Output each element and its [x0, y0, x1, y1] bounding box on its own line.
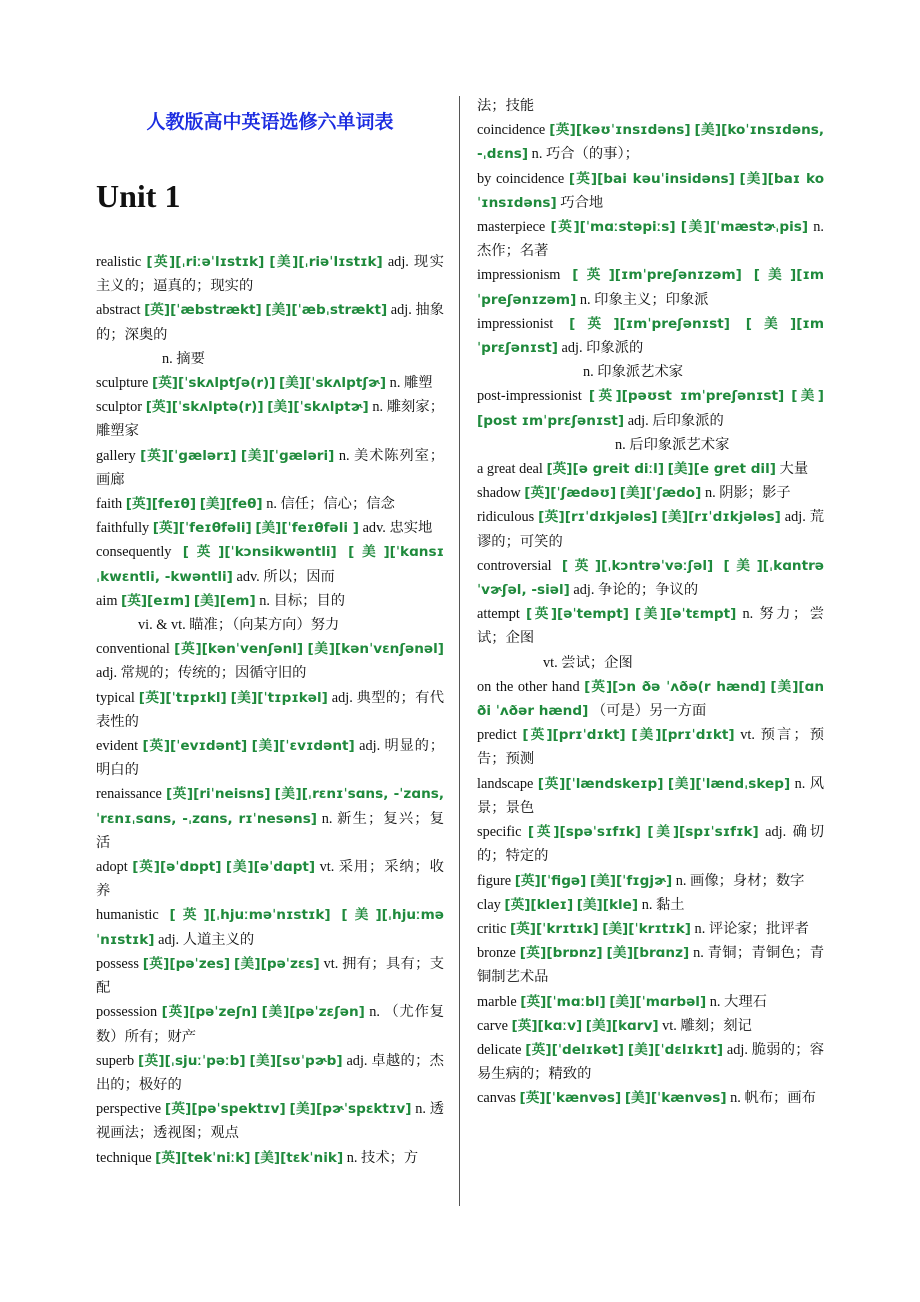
vocab-entry	[96, 903, 444, 951]
vocab-entry	[96, 371, 444, 395]
phonetic-uk: [英][ˈfeɪθfəli]	[152, 520, 252, 537]
vocab-entry	[96, 589, 444, 613]
phonetic-us: [美][tɛkˈnik]	[254, 1149, 344, 1166]
entry-word: humanistic	[96, 907, 159, 924]
phonetic-uk: [英][ə greit diːl]	[546, 461, 665, 478]
entry-definition: vt. 拥有；具有；支配	[96, 955, 445, 997]
phonetic-uk: [英][ɪmˈpreʃənɪst]	[569, 315, 730, 332]
phonetic-uk: [英][bai kəuˈinsidəns]	[568, 170, 735, 187]
entry-word: typical	[96, 689, 135, 706]
phonetic-uk: [英][əˈdɒpt]	[132, 859, 222, 876]
phonetic-uk: [英][ˌhjuːməˈnɪstɪk]	[169, 907, 331, 924]
phonetic-us: [美][ˈgæləri]	[240, 447, 335, 464]
entry-word: renaissance	[96, 786, 162, 803]
phonetic-us: [美][rɪˈdɪkjələs]	[661, 509, 781, 526]
phonetic-us: [美][ˈkɑnsɪˌkwɛntli, -kwəntli]	[96, 544, 444, 585]
phonetic-uk: [英][eɪm]	[121, 592, 191, 609]
entry-word: predict	[477, 727, 517, 744]
phonetic-us: [美][ˈdɛlɪkɪt]	[627, 1041, 724, 1058]
entry-definition: adj. 后印象派的	[627, 412, 724, 429]
phonetic-us: [美][e gret dil]	[667, 461, 776, 478]
phonetic-us: [美][ˈʃædo]	[619, 485, 702, 502]
entry-word: delicate	[477, 1041, 522, 1058]
phonetic-us: [美][ˌhjuːməˈnɪstɪk]	[96, 907, 445, 948]
phonetic-us: [美][ˌriəˈlɪstɪk]	[269, 254, 383, 270]
vocab-entry	[477, 869, 824, 893]
phonetic-us: [美][əˈdɑpt]	[225, 859, 316, 876]
entry-definition: n. 风景；景色	[477, 775, 825, 816]
entry-word: post-impressionist	[477, 388, 582, 405]
entry-definition: 巧合地	[560, 194, 604, 211]
vocab-entry	[477, 602, 824, 650]
left-column	[96, 98, 444, 1170]
phonetic-uk: [英][feɪθ]	[125, 496, 197, 513]
vocab-entry	[477, 917, 824, 941]
entry-definition: n. 评论家；批评者	[694, 920, 809, 937]
entry-word: adopt	[96, 859, 128, 876]
phonetic-uk: [英][ɪmˈpreʃənɪzəm]	[572, 267, 742, 284]
entry-word: a great deal	[477, 461, 543, 478]
entry-word: possess	[96, 955, 139, 972]
entry-word: gallery	[96, 447, 136, 464]
entry-word: impressionism	[477, 267, 561, 284]
entry-definition: adj. 人道主义的	[158, 931, 255, 948]
phonetic-uk: [英][ˈmɑːstəpiːs]	[550, 219, 676, 236]
phonetic-uk: [英][spəˈsɪfɪk]	[527, 824, 642, 841]
phonetic-us: [美][post ɪmˈprɛʃənɪst]	[477, 388, 825, 429]
vocab-entry	[96, 782, 444, 855]
vocab-entry	[477, 167, 824, 215]
entry-word: clay	[477, 896, 501, 913]
phonetic-us: [美][ˈæbˌstrækt]	[265, 302, 388, 319]
phonetic-uk: [英][rɪˈdɪkjələs]	[538, 509, 658, 526]
vocab-entry	[477, 215, 824, 263]
document-title: 人教版高中英语选修六单词表	[146, 111, 394, 133]
vocab-entry	[477, 941, 824, 989]
vocab-entry	[477, 505, 824, 553]
entry-word: aim	[96, 592, 118, 609]
phonetic-us: [美][ˈfeɪθfəli ]	[255, 520, 359, 537]
phonetic-uk: [英][kənˈvenʃənl]	[174, 641, 304, 658]
entry-definition: n. 巧合（的事）；	[531, 146, 639, 163]
phonetic-uk: [英][ˈtɪpɪkl]	[138, 689, 227, 706]
right-column	[477, 94, 824, 1111]
vocab-entry	[477, 457, 824, 481]
phonetic-uk: [英][pəˈzes]	[142, 955, 231, 972]
phonetic-us: [美][ɑn ði ˈʌðər hænd]	[477, 678, 825, 720]
entry-definition: n. 杰作；名著	[477, 219, 825, 260]
column-divider	[459, 96, 460, 1206]
entry-word: marble	[477, 993, 517, 1010]
entry-definition: n. 目标；目的	[259, 592, 346, 609]
phonetic-us: [美][kɑrv]	[585, 1017, 659, 1034]
entry-definition: adv. 忠实地	[362, 520, 433, 537]
phonetic-uk: [英][ˈskʌlptə(r)]	[145, 399, 264, 416]
entry-word: evident	[96, 738, 139, 755]
entry-definition: n. 帆布；画布	[730, 1090, 816, 1107]
entry-word: attempt	[477, 606, 520, 623]
entry-word: on the other hand	[477, 678, 580, 695]
vocab-entry	[96, 492, 444, 516]
phonetic-uk: [英][prɪˈdɪkt]	[522, 727, 626, 744]
entry-extra-definition: n. 后印象派艺术家	[615, 436, 730, 453]
entry-word: bronze	[477, 945, 516, 962]
phonetic-uk: [英][pəˈspektɪv]	[164, 1101, 286, 1118]
phonetic-uk: [英][pəˈzeʃn]	[161, 1004, 258, 1021]
phonetic-us: [美][ˈskʌlptʃɚ]	[279, 375, 387, 392]
entry-extra-definition: vt. 尝试；企图	[543, 654, 633, 671]
entry-word: perspective	[96, 1101, 162, 1118]
vocab-entry	[96, 734, 444, 782]
entry-definition: n. 雕塑	[389, 375, 433, 392]
phonetic-uk: [英][kɑːv]	[511, 1017, 583, 1034]
entry-definition: adj. 印象派的	[561, 340, 644, 357]
entry-definition: n. 信任；信心；信念	[266, 496, 395, 513]
entry-word: faith	[96, 496, 123, 513]
vocab-entry	[477, 675, 824, 723]
left-vocab-list	[96, 250, 444, 1170]
entry-definition: n. 印象主义；印象派	[579, 291, 709, 308]
entry-word: specific	[477, 824, 522, 841]
vocab-entry	[96, 516, 444, 540]
phonetic-us: [美][brɑnz]	[606, 945, 690, 962]
phonetic-us: [美][ˈmɑrbəl]	[609, 993, 707, 1010]
phonetic-uk: [英][ˈæbstrækt]	[144, 302, 262, 319]
vocab-entry	[96, 395, 444, 443]
phonetic-us: [美][ˌkɑntrəˈvɚʃəl, -siəl]	[477, 557, 825, 599]
entry-word: by coincidence	[477, 170, 565, 187]
phonetic-us: [美][ɪmˈpreʃənɪzəm]	[477, 267, 825, 308]
entry-definition: adv. 所以；因而	[236, 568, 335, 585]
vocab-entry	[96, 952, 444, 1000]
entry-word: critic	[477, 920, 507, 937]
entry-word: ridiculous	[477, 509, 535, 526]
entry-definition: adj. 荒谬的；可笑的	[477, 509, 824, 550]
phonetic-us: [美][ˈmæstɚˌpis]	[680, 219, 809, 236]
phonetic-us: [美][pəˈzɛʃən]	[261, 1004, 365, 1021]
entry-word: canvas	[477, 1090, 516, 1107]
phonetic-uk: [英][ˈfigə]	[514, 872, 587, 889]
phonetic-us: [美][ˈɛvɪdənt]	[251, 738, 355, 755]
entry-definition: n. 美术陈列室；画廊	[96, 447, 445, 488]
vocab-entry	[96, 250, 444, 298]
entry-definition: adj. 抽象的；深奥的	[96, 302, 445, 343]
phonetic-us: [美][əˈtɛmpt]	[635, 606, 737, 623]
phonetic-us: [美][kənˈvɛnʃənəl]	[307, 641, 444, 658]
entry-definition: adj. 脆弱的；容易生病的；精致的	[477, 1041, 825, 1083]
phonetic-uk: [英][tekˈniːk]	[155, 1149, 251, 1166]
phonetic-uk: [英][ˈlændskeɪp]	[537, 775, 664, 792]
phonetic-uk: [英][kleɪ]	[504, 896, 574, 913]
phonetic-us: [美][sʊˈpɚb]	[249, 1052, 343, 1069]
entry-word: sculptor	[96, 399, 143, 416]
phonetic-uk: [英][ˌriːəˈlɪstɪk]	[146, 254, 265, 270]
vocab-entry	[477, 820, 824, 868]
vocab-entry	[477, 1014, 824, 1038]
entry-word: consequently	[96, 544, 172, 561]
phonetic-us: [美][ˈskʌlptɚ]	[267, 399, 369, 416]
entry-word: figure	[477, 872, 512, 889]
unit-heading: Unit 1	[96, 178, 181, 214]
vocab-entry	[477, 384, 824, 432]
phonetic-uk: [英][riˈneisns]	[166, 786, 271, 803]
phonetic-us: [美][pəˈzɛs]	[234, 955, 320, 972]
vocab-entry	[477, 723, 824, 771]
phonetic-uk: [英][ˈmɑːbl]	[520, 993, 606, 1010]
entry-word: shadow	[477, 485, 521, 502]
phonetic-uk: [英][əˈtempt]	[525, 606, 629, 623]
entry-definition: adj. 争论的；争议的	[573, 582, 699, 599]
entry-definition: adj. 现实主义的；逼真的；现实的	[96, 254, 444, 295]
vocab-entry	[477, 772, 824, 820]
entry-definition: n. 阴影；影子	[704, 485, 791, 502]
phonetic-us: [美][prɪˈdɪkt]	[631, 727, 735, 744]
entry-word: masterpiece	[477, 219, 546, 236]
entry-definition: 大量	[779, 461, 809, 478]
vocab-entry	[96, 1000, 444, 1048]
vocab-entry	[96, 686, 444, 734]
vocab-entry	[96, 1049, 444, 1097]
phonetic-us: [美][ˌrɛnɪˈsɑns, -ˈzɑns, ˈrɛnɪˌsɑns, -ˌzɑns, rɪˈnesəns]	[96, 786, 445, 827]
entry-word: superb	[96, 1052, 135, 1069]
phonetic-us: [美][spɪˈsɪfɪk]	[647, 824, 759, 841]
entry-word: coincidence	[477, 122, 546, 139]
vocab-entry	[477, 481, 824, 505]
entry-definition: adj. 确切的；特定的	[477, 824, 824, 865]
vocab-entry	[477, 893, 824, 917]
vocab-entry	[96, 855, 444, 903]
phonetic-uk: [英][ˈʃædəʊ]	[524, 485, 617, 502]
entry-word: landscape	[477, 775, 534, 792]
entry-definition: vt. 采用；采纳；收养	[96, 859, 444, 900]
phonetic-us: [美][koˈɪnsɪdəns, -ˌdɛns]	[477, 122, 825, 163]
phonetic-us: [美][pɚˈspɛktɪv]	[289, 1101, 412, 1118]
entry-definition: adj. 卓越的；杰出的；极好的	[96, 1052, 444, 1093]
vocab-entry	[96, 637, 444, 685]
entry-definition: n. （尤作复数）所有；财产	[96, 1004, 445, 1045]
phonetic-uk: [英][ˈkɔnsikwəntli]	[182, 544, 337, 561]
entry-definition: n. 努力；尝试；企图	[477, 606, 825, 647]
entry-definition: adj. 典型的；有代表性的	[96, 689, 444, 730]
vocab-entry	[477, 554, 824, 602]
entry-word: possession	[96, 1004, 158, 1021]
phonetic-us: [美][ɪmˈprɛʃənɪst]	[477, 315, 825, 357]
entry-word: conventional	[96, 641, 170, 658]
entry-definition: vt. 雕刻；刻记	[662, 1017, 752, 1034]
entry-definition: n. 雕刻家；雕塑家	[96, 399, 445, 440]
phonetic-uk: [英][pəʊst ɪmˈpreʃənɪst]	[588, 388, 785, 405]
phonetic-us: [美][baɪ koˈɪnsɪdəns]	[477, 170, 825, 211]
entry-definition: n. 大理石	[709, 993, 767, 1010]
right-vocab-list	[477, 118, 824, 1110]
entry-definition: （可是）另一方面	[591, 703, 707, 720]
vocab-entry	[477, 118, 824, 166]
vocab-entry	[96, 444, 444, 492]
entry-word: controversial	[477, 557, 552, 574]
phonetic-us: [美][kle]	[576, 896, 639, 913]
phonetic-uk: [英][ˈskʌlptʃə(r)]	[151, 375, 276, 392]
entry-definition: n. 黏土	[641, 896, 685, 913]
vocab-entry	[96, 298, 444, 346]
entry-definition: n. 青铜；青铜色；青铜制艺术品	[477, 945, 825, 986]
phonetic-uk: [英][ˌsjuːˈpəːb]	[137, 1052, 246, 1069]
vocab-entry	[477, 1086, 824, 1110]
vocab-entry	[96, 1097, 444, 1145]
entry-definition: n. 透视画法；透视图；观点	[96, 1101, 445, 1142]
vocab-entry	[477, 990, 824, 1014]
phonetic-uk: [英][ˈevɪdənt]	[142, 738, 248, 755]
vocab-entry	[96, 1146, 444, 1170]
vocab-entry	[477, 1038, 824, 1086]
phonetic-us: [美][ˈfɪgjɚ]	[589, 872, 673, 889]
entry-definition: adj. 常规的；传统的；因循守旧的	[96, 665, 307, 682]
phonetic-us: [美][em]	[193, 592, 256, 609]
entry-definition: n. 技术；方	[346, 1149, 419, 1166]
phonetic-uk: [英][ˈkrɪtɪk]	[509, 920, 599, 937]
vocab-entry	[477, 312, 824, 360]
phonetic-uk: [英][ˈkænvəs]	[519, 1090, 622, 1107]
entry-definition: vt. 预言；预告；预测	[477, 727, 825, 768]
vocab-entry	[96, 540, 444, 588]
phonetic-uk: [英][ˌkɔntrəˈvəːʃəl]	[561, 557, 714, 574]
entry-extra-definition: n. 印象派艺术家	[583, 364, 684, 381]
phonetic-us: [美][ˈtɪpɪkəl]	[230, 689, 328, 706]
entry-word: carve	[477, 1017, 508, 1034]
entry-word: technique	[96, 1149, 152, 1166]
entry-extra-definition: n. 摘要	[162, 350, 205, 367]
phonetic-uk: [英][ɔn ðə ˈʌðə(r hænd]	[584, 678, 766, 695]
phonetic-uk: [英][ˈgælərɪ]	[140, 447, 237, 464]
continued-definition: 法；技能	[477, 98, 535, 114]
entry-word: impressionist	[477, 315, 554, 332]
entry-definition: n. 画像；身材；数字	[675, 872, 805, 889]
entry-extra-definition: vi. & vt. 瞄准；（向某方向）努力	[138, 617, 340, 634]
phonetic-uk: [英][brɒnz]	[519, 945, 603, 962]
vocab-entry	[477, 263, 824, 311]
phonetic-uk: [英][ˈdelɪkət]	[525, 1041, 625, 1058]
phonetic-us: [美][ˈkrɪtɪk]	[602, 920, 691, 937]
entry-definition: adj. 明显的；明白的	[96, 738, 445, 779]
phonetic-uk: [英][kəʊˈɪnsɪdəns]	[549, 122, 691, 139]
entry-definition: n. 新生；复兴；复活	[96, 810, 444, 851]
phonetic-us: [美][ˈlændˌskep]	[667, 775, 791, 792]
entry-word: abstract	[96, 302, 141, 319]
entry-word: realistic	[96, 254, 142, 270]
entry-word: sculpture	[96, 375, 149, 392]
phonetic-us: [美][ˈkænvəs]	[624, 1090, 727, 1107]
phonetic-us: [美][feθ]	[199, 496, 263, 513]
entry-word: faithfully	[96, 520, 150, 537]
